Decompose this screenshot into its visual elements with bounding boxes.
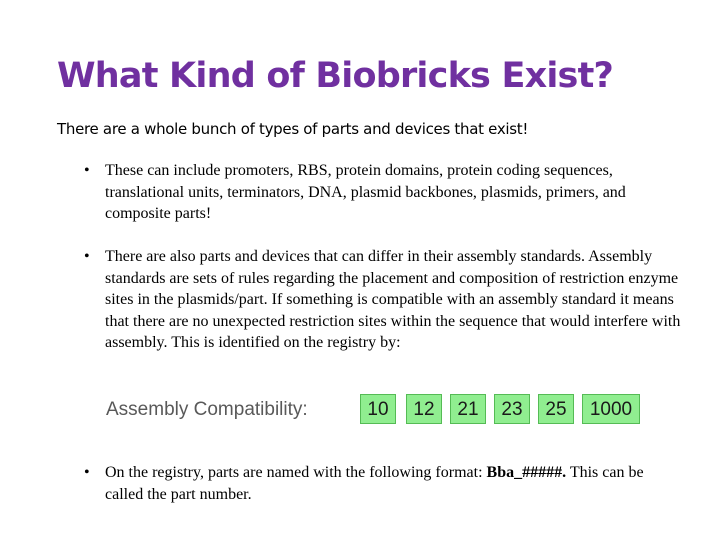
compatibility-chip-23: 23 <box>494 394 530 424</box>
bullet-text: There are also parts and devices that can differ in their assembly standards. Assembly standards are sets of rules regarding the placement and composition of restriction enzyme sites in the plasmids/part. If something is compatible with an assembly standard it means that there are no unexpected restriction sites within the sequence that would interfere with assembly. This is identified on the registry by: <box>105 248 681 351</box>
bullet-marker: • <box>84 464 90 481</box>
part-number-format: Bba_#####. <box>486 464 567 481</box>
compatibility-chip-1000: 1000 <box>582 394 640 424</box>
bullet-text-after: This can be called the part number. <box>105 464 644 503</box>
bullet-text-before: On the registry, parts are named with the following format: <box>105 464 487 481</box>
bullet-text <box>105 462 684 505</box>
compatibility-chip-25: 25 <box>538 394 574 424</box>
bullet-assembly-standards <box>84 246 684 354</box>
slide-title: What Kind of Biobricks Exist? <box>57 56 614 96</box>
bullet-marker: • <box>84 248 90 265</box>
compatibility-chip-10: 10 <box>360 394 396 424</box>
bullet-part-number <box>84 462 684 505</box>
bullet-text: These can include promoters, RBS, protein domains, protein coding sequences, translational units, terminators, DNA, plasmid backbones, plasmids, primers, and composite parts! <box>105 162 626 222</box>
compatibility-chip-21: 21 <box>450 394 486 424</box>
intro-text: There are a whole bunch of types of parts and devices that exist! <box>57 120 529 138</box>
assembly-compatibility-label: Assembly Compatibility: <box>106 399 308 420</box>
bullet-marker: • <box>84 162 90 179</box>
assembly-compatibility-image <box>106 394 646 426</box>
compatibility-chip-12: 12 <box>406 394 442 424</box>
bullet-part-types <box>84 160 684 225</box>
